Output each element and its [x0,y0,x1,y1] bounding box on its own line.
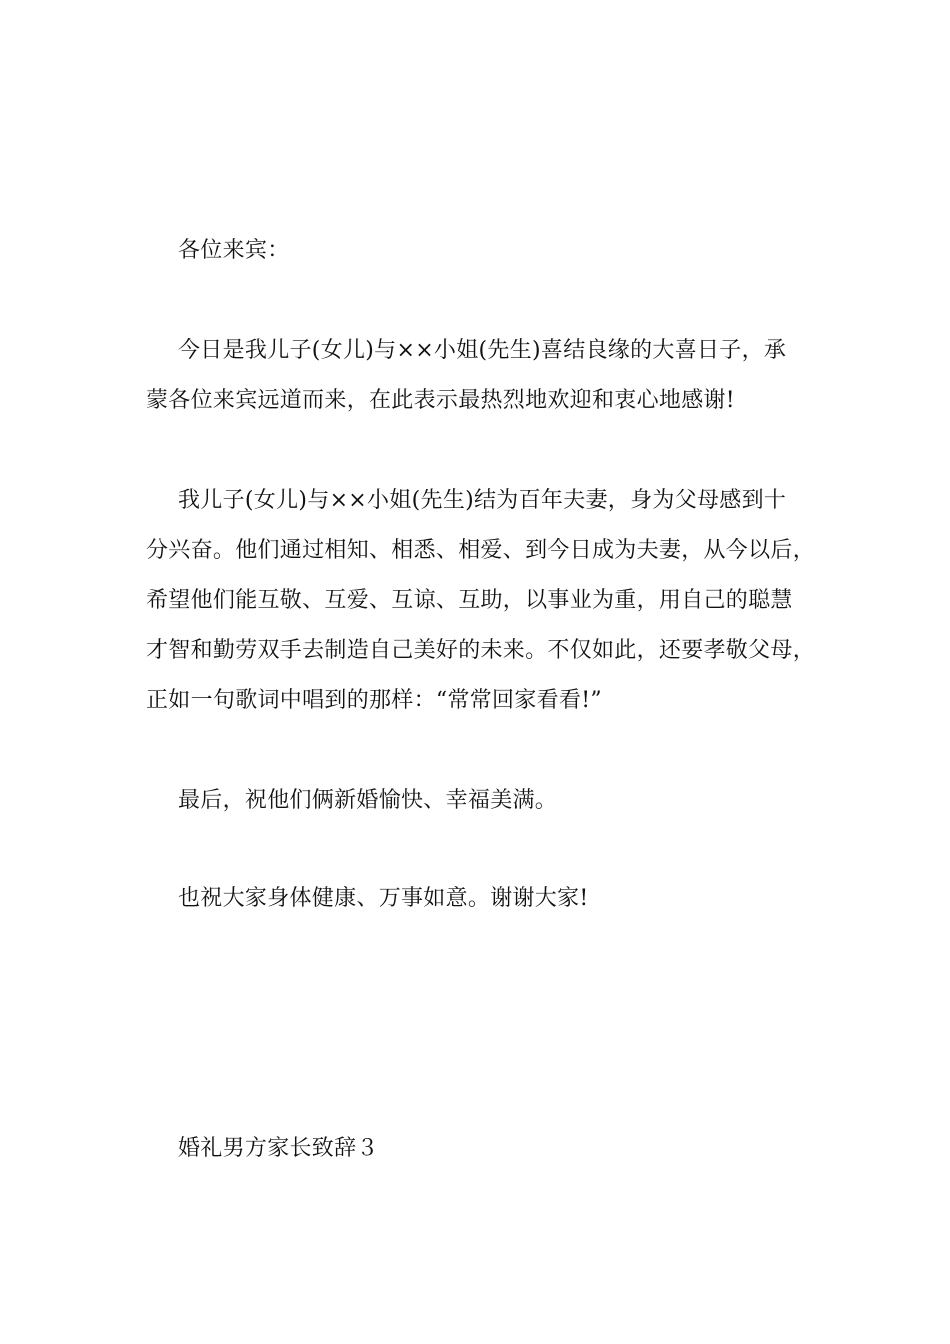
paragraph-2-line-5: 正如一句歌词中唱到的那样：“常常回家看看!” [146,688,602,713]
paragraph-2-line-1: 我儿子(女儿)与××小姐(先生)结为百年夫妻，身为父母感到十 [178,488,787,513]
next-section-heading: 婚礼男方家长致辞３ [178,1136,379,1161]
paragraph-2-line-4: 才智和勤劳双手去制造自己美好的未来。不仅如此，还要孝敬父母， [146,638,816,663]
paragraph-1-line-2: 蒙各位来宾远道而来，在此表示最热烈地欢迎和衷心地感谢! [146,388,735,413]
paragraph-2-line-2: 分兴奋。他们通过相知、相悉、相爱、到今日成为夫妻，从今以后， [146,538,816,563]
paragraph-1-line-1: 今日是我儿子(女儿)与××小姐(先生)喜结良缘的大喜日子，承 [178,338,787,363]
greeting: 各位来宾： [178,238,290,263]
paragraph-4: 也祝大家身体健康、万事如意。谢谢大家! [178,886,589,911]
paragraph-2-line-3: 希望他们能互敬、互爱、互谅、互助，以事业为重，用自己的聪慧 [146,588,793,613]
paragraph-3: 最后，祝他们俩新婚愉快、幸福美满。 [178,788,558,813]
